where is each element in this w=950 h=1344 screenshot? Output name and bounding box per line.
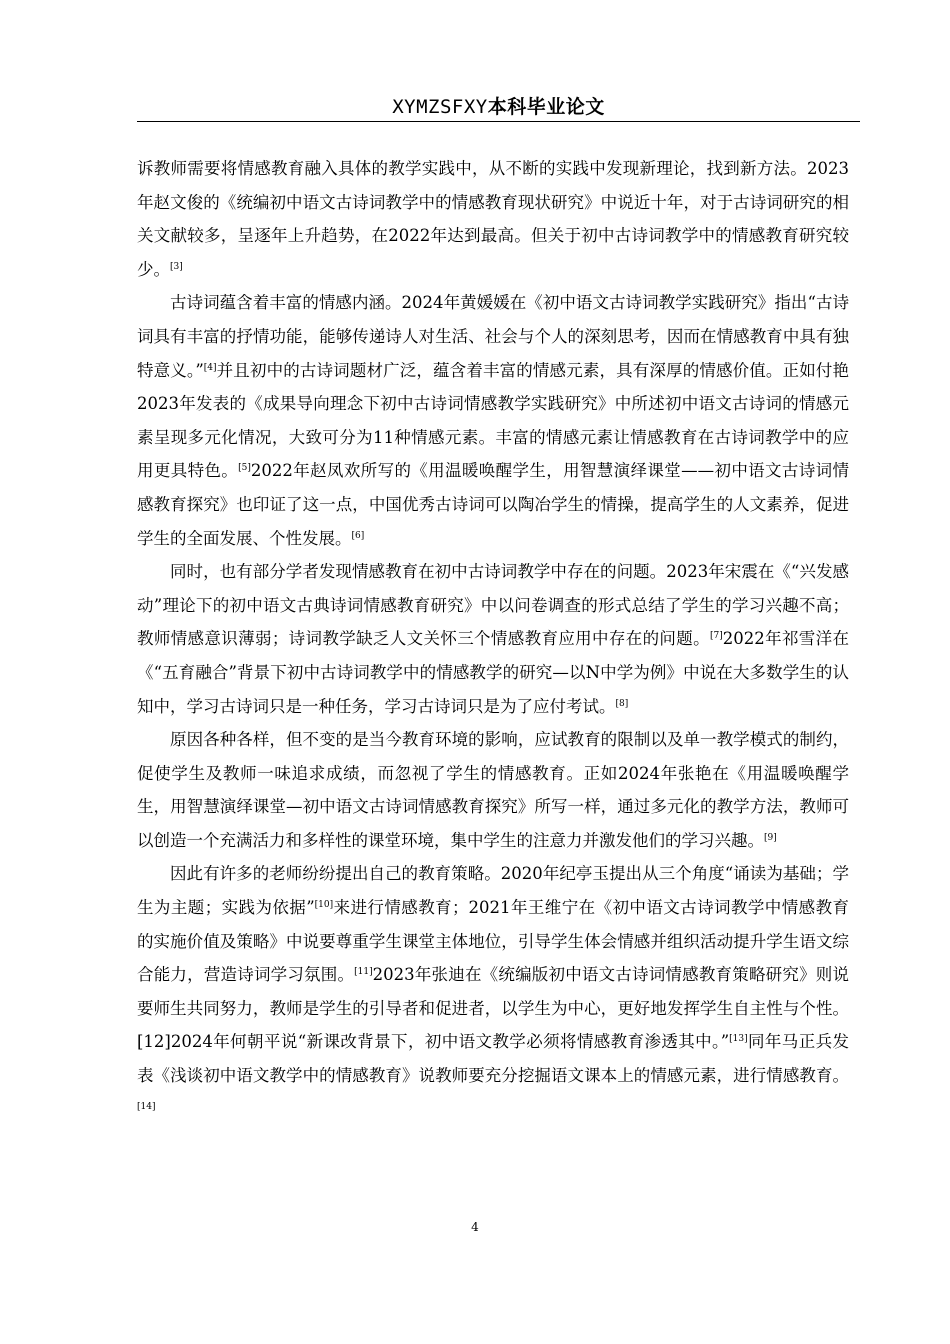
paragraph-text: 2022年祁雪洋在《“五育融合”背景下初中古诗词教学中的情感教学的研究—以N中学为例》中说在大多数学生的认知中，学习古诗词只是一种任务，学习古诗词只是为了应付考试。	[137, 629, 850, 716]
paragraph-text: 因此有许多的老师纷纷提出自己的教育策略。2020年纪亭玉提出从三个角度“诵读为基础；学生为主题；实践为依据”	[137, 864, 849, 918]
paragraph-p5	[137, 857, 849, 1126]
header-code: XYMZSFXY	[392, 96, 488, 118]
paragraph-text: 原因各种各样，但不变的是当今教育环境的影响，应试教育的限制以及单一教学模式的制约，促使学生及教师一味追求成绩，而忽视了学生的情感教育。正如2024年张艳在《用温暖唤醒学生，用智慧演绎课堂—初中语文古诗词情感教育探究》所写一样，通过多元化的教学方法，教师可以创造一个充满活力和多样性的课堂环境，集中学生的注意力并激发他们的学习兴趣。	[137, 730, 849, 850]
running-header	[137, 92, 860, 119]
paragraph-p1	[137, 152, 849, 286]
paragraph-text: 诉教师需要将情感教育融入具体的教学实践中，从不断的实践中发现新理论，找到新方法。2023年赵文俊的《统编初中语文古诗词教学中的情感教育现状研究》中说近十年，对于古诗词研究的相关文献较多，呈逐年上升趋势，在2022年达到最高。但关于初中古诗词教学中的情感教育研究较少。	[137, 159, 849, 279]
paragraph-text: 2023年张迪在《统编版初中语文古诗词情感教育策略研究》则说要师生共同努力，教师是学生的引导者和促进者，以学生为中心，更好地发挥学生自主性与个性。[12]2024年何朝平说“新课改背景下，初中语文教学必须将情感教育渗透其中。”	[137, 965, 849, 1052]
paragraph-p4	[137, 723, 849, 857]
citation-marker: [6]	[351, 530, 365, 541]
paragraph-text: 并且初中的古诗词题材广泛，蕴含着丰富的情感元素，具有深厚的情感价值。正如付艳2023年发表的《成果导向理念下初中古诗词情感教学实践研究》中所述初中语文古诗词的情感元素呈现多元化情况，大致可分为11种情感元素。丰富的情感元素让情感教育在古诗词教学中的应用更具特色。	[137, 360, 850, 481]
paragraph-text: 同年马正兵发表《浅谈初中语文教学中的情感教育》说教师要充分挖掘语文课本上的情感元素，进行情感教育。	[137, 1032, 849, 1086]
paragraph-p3	[137, 555, 849, 723]
paragraph-text: 古诗词蕴含着丰富的情感内涵。2024年黄媛媛在《初中语文古诗词教学实践研究》指出“古诗词具有丰富的抒情功能，能够传递诗人对生活、社会与个人的深刻思考，因而在情感教育中具有独特意义。”	[137, 293, 849, 380]
paragraph-p2	[137, 286, 849, 555]
page-number: 4	[471, 1220, 479, 1234]
header-title: 本科毕业论文	[487, 96, 605, 118]
paragraph-text: 2022年赵凤欢所写的《用温暖唤醒学生，用智慧演绎课堂——初中语文古诗词情感教育探究》也印证了这一点，中国优秀古诗词可以陶冶学生的情操，提高学生的人文素养，促进学生的全面发展、个性发展。	[137, 461, 849, 548]
citation-marker: [8]	[615, 698, 629, 709]
citation-marker: [4]	[203, 362, 217, 373]
citation-marker: [9]	[764, 832, 777, 843]
citation-marker: [14]	[137, 1101, 156, 1112]
citation-marker: [5]	[238, 463, 251, 474]
citation-marker: [11]	[354, 967, 373, 978]
header-rule	[137, 121, 860, 122]
paragraph-text: 来进行情感教育；2021年王维宁在《初中语文古诗词教学中情感教育的实施价值及策略》中说要尊重学生课堂主体地位，引导学生体会情感并组织活动提升学生语文综合能力，营造诗词学习氛围。	[137, 898, 849, 985]
body-text	[137, 152, 849, 1126]
citation-marker: [10]	[314, 900, 334, 911]
citation-marker: [3]	[170, 261, 183, 272]
paragraph-text: 同时，也有部分学者发现情感教育在初中古诗词教学中存在的问题。2023年宋震在《“兴发感动”理论下的初中语文古典诗词情感教育研究》中以问卷调查的形式总结了学生的学习兴趣不高；教师情感意识薄弱；诗词教学缺乏人文关怀三个情感教育应用中存在的问题。	[137, 562, 849, 649]
citation-marker: [13]	[729, 1034, 748, 1045]
citation-marker: [7]	[710, 631, 723, 642]
